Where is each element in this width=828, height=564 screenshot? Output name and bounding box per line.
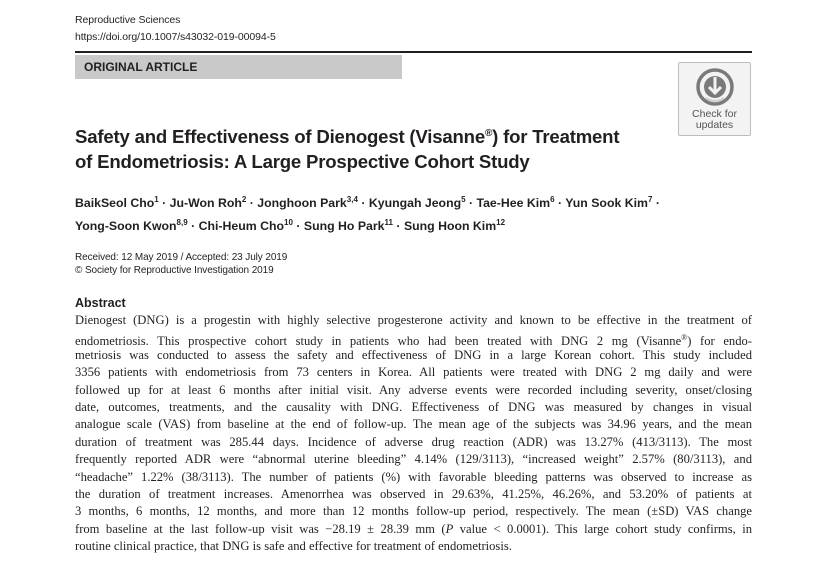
abstract-line: the duration of treatment increases. Amenorrhea was observed in 29.63%, 41.25%, 46.26%, and 53.20% of patients at (75, 486, 752, 501)
abstract-line: frequently reported ADR were “abnormal uterine bleeding” 4.14% (129/3113), “increased weight” 2.57% (80/3113), and (75, 452, 752, 467)
abstract-line-text: endometriosis. This prospective cohort study in patients who had been treated with DNG 2 mg (Visanne (75, 334, 682, 349)
doi-link[interactable]: https://doi.org/10.1007/s43032-019-00094-5 (75, 31, 276, 43)
title-line2: of Endometriosis: A Large Prospective Cohort Study (75, 151, 530, 172)
author-name[interactable]: Sung Hoon Kim (403, 219, 497, 233)
author-name[interactable]: Sung Ho Park (303, 219, 385, 233)
author-name[interactable]: Tae-Hee Kim (476, 196, 551, 210)
author-affiliation: 11 (384, 218, 393, 227)
article-title (75, 121, 675, 174)
check-updates-line2: updates (695, 119, 734, 131)
abstract-line: “headache” 1.22% (38/3113). The number of patients (%) with favorable bleeding patterns was observed to increase as (75, 469, 752, 484)
author-separator: · (191, 219, 196, 233)
author-separator: · (557, 196, 563, 210)
abstract-line: followed up for at least 6 months after initial visit. Any adverse events were recorded including severity, onset/closing (75, 382, 752, 397)
abstract-line (75, 329, 752, 349)
author-affiliation: 1 (154, 195, 159, 204)
author-affiliation: 12 (496, 218, 506, 227)
abstract-line: 3 months, 6 months, 12 months, and more than 12 months follow-up period, respectively. The mean (±SD) VAS change (75, 504, 752, 519)
author-name[interactable]: Yong-Soon Kwon (75, 219, 177, 233)
registered-mark: ® (681, 333, 688, 343)
received-accepted-date: Received: 12 May 2019 / Accepted: 23 July 2019 (75, 252, 288, 263)
author-separator: · (655, 196, 660, 210)
author-name[interactable]: Kyungah Jeong (368, 196, 462, 210)
article-dates (75, 251, 287, 277)
author-separator: · (296, 219, 301, 233)
author-affiliation: 6 (550, 195, 555, 204)
copyright-notice: © Society for Reproductive Investigation 2019 (75, 265, 274, 276)
author-separator: · (396, 219, 401, 233)
author-affiliation: 3,4 (346, 195, 358, 204)
title-part1: Safety and Effectiveness of Dienogest (Visanne (75, 126, 485, 147)
author-affiliation: 10 (284, 218, 293, 227)
author-separator: · (361, 196, 366, 210)
author-list (75, 190, 735, 236)
abstract-line: routine clinical practice, that DNG is safe and effective for treatment of endometriosis. (75, 539, 512, 554)
author-name[interactable]: Ju-Won Roh (169, 196, 242, 210)
abstract-line: date, outcomes, treatments, and the causality with DNG. Effectiveness of DNG was measured by changes in visual (75, 399, 752, 414)
author-affiliation: 5 (461, 195, 466, 204)
abstract-line-text: value < 0.0001). This large cohort study confirms, in (453, 521, 752, 536)
author-separator: · (468, 196, 474, 210)
abstract-line-text: ) for endo- (687, 334, 752, 349)
author-separator: · (249, 196, 254, 210)
abstract-line: analogue scale (VAS) from baseline at the end of follow-up. The mean age of the subjects was 34.96 years, and the mean (75, 417, 752, 432)
abstract-heading: Abstract (75, 296, 126, 310)
p-value-symbol: P (445, 521, 454, 536)
header-rule (75, 51, 752, 53)
article-type-banner: ORIGINAL ARTICLE (75, 55, 402, 79)
title-registered-mark: ® (484, 128, 493, 139)
abstract-line (75, 521, 752, 538)
author-name[interactable]: Chi-Heum Cho (198, 219, 285, 233)
abstract-line: 3356 patients with endometriosis from 73 centers in Korea. All patients were treated with DNG 2 mg daily and were (75, 365, 752, 380)
abstract-line-text: from baseline at the last follow-up visit was −28.19 ± 28.39 mm ( (75, 521, 446, 536)
check-for-updates-button[interactable] (678, 62, 751, 136)
author-affiliation: 8,9 (176, 218, 188, 227)
title-part2: ) for Treatment (492, 126, 620, 147)
abstract-line: metriosis was conducted to assess the safety and effectiveness of DNG in a large Korean cohort. This study included (75, 347, 752, 362)
check-updates-label (679, 109, 750, 131)
author-separator: · (162, 196, 167, 210)
author-name[interactable]: Jonghoon Park (257, 196, 347, 210)
author-affiliation: 2 (241, 195, 247, 204)
abstract-body (75, 312, 752, 555)
crossmark-icon (696, 68, 734, 106)
author-affiliation: 7 (647, 195, 653, 204)
abstract-line: Dienogest (DNG) is a progestin with highly selective progesterone activity and known to be effective in the treatment of (75, 313, 752, 327)
journal-name: Reproductive Sciences (75, 14, 181, 26)
author-name[interactable]: Yun Sook Kim (565, 196, 648, 210)
abstract-line: duration of treatment was 285.44 days. Incidence of adverse drug reaction (ADR) was 13.27% (413/3113). The most (75, 434, 752, 449)
author-name[interactable]: BaikSeol Cho (75, 196, 155, 210)
check-updates-line1: Check for (692, 108, 737, 120)
